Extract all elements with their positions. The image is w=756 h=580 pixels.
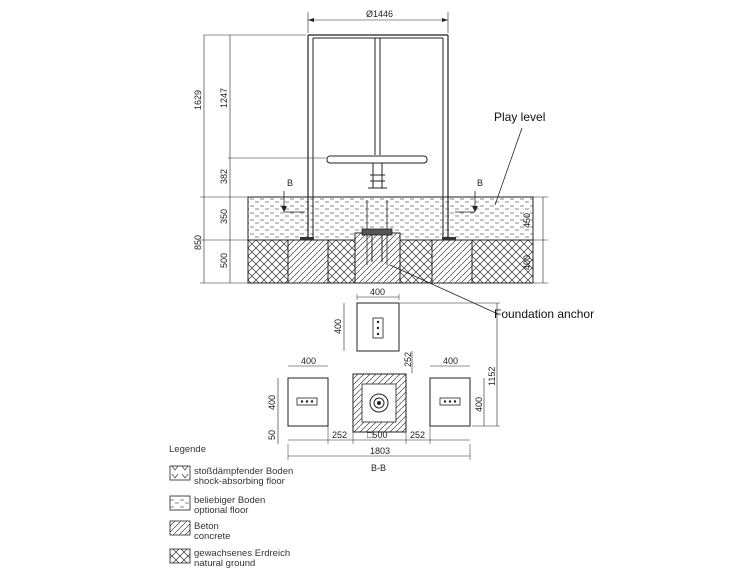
dim-overall-height: 1152 — [487, 366, 497, 386]
legend-item-3-line1: Beton — [194, 521, 219, 532]
dim-gap-right: 252 — [410, 430, 426, 440]
dim-upper-ground: 350 — [219, 208, 229, 224]
dim-top-width: Ø1446 — [366, 9, 394, 19]
legend-swatch-ground — [170, 549, 190, 563]
dim-right-width: 400 — [443, 356, 459, 366]
concrete-block-right — [432, 240, 472, 283]
dim-left-width: 400 — [301, 356, 317, 366]
concrete-block-left — [288, 240, 328, 283]
dim-center-box: □500 — [367, 430, 388, 440]
legend-item-1-line2: shock-absorbing floor — [194, 476, 285, 487]
legend-item-4-line1: gewachsenes Erdreich — [194, 548, 291, 559]
legend-item-4-line2: natural ground — [194, 558, 256, 569]
section-marker-right: B — [477, 178, 484, 188]
elevation-view — [193, 9, 594, 321]
legend-item-3-line2: concrete — [194, 531, 231, 542]
dim-total-height: 1629 — [193, 89, 203, 110]
dim-platform-ground: 382 — [219, 168, 229, 184]
dim-left-height: 400 — [267, 394, 277, 410]
dim-anchor-width: 400 — [370, 287, 386, 297]
dim-lower-ground: 500 — [219, 252, 229, 268]
dim-total-depth: 850 — [193, 234, 203, 250]
legend-swatch-concrete — [170, 521, 190, 535]
dim-offset-top: 252 — [403, 351, 413, 367]
legend-swatch-optional — [170, 496, 190, 510]
legend-title: Legende — [169, 444, 206, 455]
play-platform — [327, 156, 427, 163]
section-title: B-B — [371, 463, 387, 473]
section-marker-left: B — [287, 178, 294, 188]
concrete-block-center — [355, 233, 400, 283]
plan-view — [267, 287, 500, 473]
dim-overall-width: 1803 — [370, 446, 391, 456]
dim-frame-height: 1247 — [219, 87, 229, 108]
dim-anchor-height: 400 — [333, 318, 343, 334]
legend-item-2-line2: optional floor — [194, 505, 249, 516]
legend — [169, 444, 293, 569]
dim-right-height: 400 — [474, 396, 484, 412]
legend-swatch-shock — [170, 466, 190, 480]
legend-item-2-line1: beliebiger Boden — [194, 495, 266, 506]
foundation-anchor-label: Foundation anchor — [494, 307, 595, 321]
dim-bottom-offset: 50 — [267, 429, 277, 440]
dim-right-lower: 400 — [522, 254, 532, 270]
dim-gap-left: 252 — [332, 430, 348, 440]
play-level-label: Play level — [494, 110, 546, 124]
legend-item-1-line1: stoßdämpfender Boden — [194, 466, 294, 477]
dim-right-upper: 450 — [522, 212, 532, 228]
